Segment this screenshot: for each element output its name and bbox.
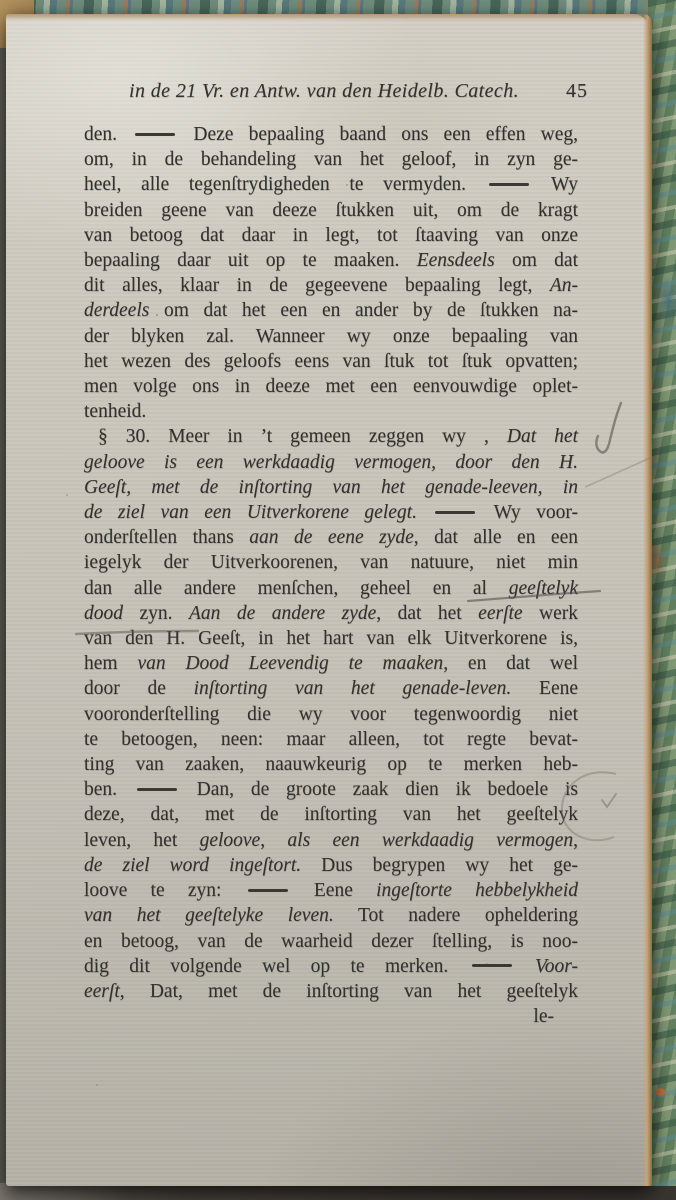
- text-line: [84, 903, 578, 928]
- text-segment: Eene: [290, 880, 377, 902]
- text-segment: deze, dat, met de inſtorting van het geeſtelyk: [84, 804, 578, 826]
- text-line: [84, 828, 578, 853]
- text-segment: leven, het: [84, 829, 200, 851]
- text-line: [84, 147, 578, 172]
- text-segment: om dat: [494, 250, 578, 272]
- text-line: [84, 676, 578, 701]
- text-segment: werk: [522, 602, 579, 624]
- text-segment: dig dit volgende wel op te merken.: [84, 955, 469, 977]
- text-segment: Deze bepaaling baand ons een effen weg,: [178, 124, 578, 145]
- italic-text-segment: dood: [84, 602, 123, 624]
- text-segment: en betoog, van de waarheid dezer ſtelling, is noo-: [84, 930, 578, 952]
- text-segment: , dat alle en een: [413, 527, 578, 549]
- page-number: 45: [566, 80, 588, 102]
- italic-text-segment: Voor-: [535, 955, 578, 977]
- text-segment: ben.: [84, 779, 134, 801]
- text-line: [84, 324, 578, 349]
- text-segment: iegelyk der Uitverkoorenen, van natuure, niet min: [84, 552, 578, 574]
- text-line: [84, 273, 578, 298]
- text-segment: , dat het: [376, 602, 479, 624]
- text-segment: van betoog dat daar in legt, tot ſtaaving van onze: [84, 224, 578, 246]
- text-line: [84, 601, 578, 626]
- page-top-edge: [6, 14, 647, 21]
- italic-text-segment: Eensdeels: [416, 250, 495, 272]
- text-line: [84, 525, 578, 550]
- text-segment: bepaaling daar uit op te maaken.: [84, 250, 417, 272]
- text-segment: om dat het een en ander by de ſtukken na-: [149, 300, 578, 322]
- text-segment: [515, 956, 535, 977]
- text-line: [84, 374, 578, 399]
- text-line: [84, 929, 578, 954]
- book-page: [6, 14, 652, 1186]
- text-segment: Dus begrypen wy het ge-: [301, 854, 578, 876]
- text-segment: , Dat, met de inſtorting van het geeſtelyk: [119, 980, 578, 1002]
- text-line: [84, 122, 578, 147]
- page-fore-edge: [643, 14, 652, 1186]
- em-dash-rule: [135, 133, 175, 136]
- italic-text-segment: Aan de andere zyde: [188, 602, 377, 624]
- text-segment: ,: [260, 829, 288, 851]
- text-line: [84, 349, 578, 374]
- text-line: [84, 475, 578, 500]
- text-segment: der blyken zal. Wanneer wy onze bepaaling van: [84, 325, 578, 347]
- text-segment: Wy: [531, 174, 578, 196]
- text-segment: breiden geene van deeze ſtukken uit, om de kragt: [84, 199, 578, 221]
- text-line: [84, 576, 578, 601]
- italic-text-segment: Dat het: [506, 426, 578, 448]
- italic-text-segment: aan de eene zyde: [249, 527, 414, 549]
- em-dash-rule: [248, 889, 288, 892]
- text-line: [84, 853, 578, 878]
- text-line: [84, 223, 578, 248]
- text-segment: het wezen des geloofs eens van ſtuk tot ſtuk opvatten;: [84, 350, 578, 372]
- em-dash-rule: [472, 964, 512, 967]
- italic-text-segment: eerſte: [478, 602, 523, 624]
- text-segment: dan alle andere menſchen, geheel en al: [84, 577, 509, 599]
- text-segment: ting van zaaken, naauwkeurig op te merken heb-: [84, 754, 578, 776]
- italic-text-segment: inſtorting van het genade-leven.: [193, 678, 512, 700]
- paragraph: [84, 122, 578, 424]
- text-segment: heel, alle tegenſtrydigheden te vermyden.: [84, 174, 486, 196]
- text-line: [84, 450, 578, 475]
- italic-text-segment: An-: [549, 275, 578, 297]
- text-line: [84, 702, 578, 727]
- italic-text-segment: van Dood Leevendig te maaken: [137, 653, 444, 675]
- em-dash-rule: [137, 788, 177, 791]
- text-line: [84, 752, 578, 777]
- text-segment: Eene: [511, 678, 579, 700]
- text-segment: te betoogen, neen: maar alleen, tot regte bevat-: [84, 728, 578, 750]
- italic-text-segment: de ziel van een Uitverkorene gelegt.: [84, 502, 433, 524]
- text-line: [84, 248, 578, 273]
- text-line: [84, 878, 578, 903]
- paragraph: [84, 424, 578, 1004]
- running-header: [84, 76, 588, 108]
- italic-text-segment: Geeſt, met de inſtorting van het genade-leeven, in: [84, 476, 578, 498]
- text-segment: vooronderſtelling die wy voor tegenwoordig niet: [84, 703, 578, 725]
- text-segment: hem: [84, 653, 138, 675]
- text-line: [84, 651, 578, 676]
- italic-text-segment: geloove: [199, 829, 261, 851]
- text-segment: zyn.: [123, 602, 189, 624]
- text-line: [84, 399, 578, 424]
- text-line: [84, 500, 578, 525]
- text-segment: tenheid.: [84, 401, 147, 423]
- text-segment: onderſtellen thans: [84, 527, 250, 549]
- text-segment: Dan, de groote zaak dien ik bedoele is: [179, 779, 578, 801]
- italic-text-segment: als een werkdaadig vermogen: [287, 829, 574, 851]
- em-dash-rule: [435, 511, 475, 514]
- text-segment: Tot nadere opheldering: [333, 905, 579, 927]
- text-line: [84, 727, 578, 752]
- text-segment: ,: [573, 829, 579, 851]
- catchword: le-: [533, 1006, 554, 1027]
- italic-text-segment: ingeſtorte hebbelykheid: [376, 880, 579, 902]
- text-line: [84, 424, 578, 449]
- text-line: [84, 954, 578, 979]
- text-segment: van den H. Geeſt, in het hart van elk Uitverkorene is,: [84, 628, 578, 650]
- italic-text-segment: eerſt: [84, 980, 120, 1002]
- text-segment: den.: [84, 124, 133, 145]
- marbled-endpaper-right: [648, 0, 676, 1186]
- text-line: [84, 198, 578, 223]
- text-segment: § 30. Meer in ’t gemeen zeggen wy ,: [98, 426, 507, 448]
- italic-text-segment: van het geeſtelyke leven.: [84, 905, 334, 927]
- italic-text-segment: de ziel word ingeſtort.: [84, 854, 302, 876]
- italic-text-segment: derdeels: [84, 300, 150, 322]
- text-line: [84, 777, 578, 802]
- running-title: in de 21 Vr. en Antw. van den Heidelb. Catech.: [129, 80, 519, 102]
- text-line: [84, 802, 578, 827]
- text-line: [84, 172, 578, 197]
- text-segment: , en dat wel: [443, 653, 578, 675]
- text-segment: om, in de behandeling van het geloof, in zyn ge-: [84, 149, 578, 171]
- text-line: [84, 550, 578, 575]
- text-line: [84, 979, 578, 1004]
- text-segment: Wy voor-: [478, 502, 578, 524]
- text-segment: dit alles, klaar in de gegeevene bepaaling legt,: [84, 275, 550, 297]
- text-segment: men volge ons in deeze met een eenvouwdige oplet-: [84, 376, 578, 398]
- text-block: [84, 122, 578, 1004]
- italic-text-segment: geeſtelyk: [508, 577, 578, 599]
- em-dash-rule: [489, 183, 529, 186]
- text-line: [84, 298, 578, 323]
- italic-text-segment: geloove is een werkdaadig vermogen, door den H.: [84, 451, 578, 473]
- text-segment: loove te zyn:: [84, 880, 245, 902]
- text-segment: door de: [84, 678, 194, 700]
- text-line: [84, 626, 578, 651]
